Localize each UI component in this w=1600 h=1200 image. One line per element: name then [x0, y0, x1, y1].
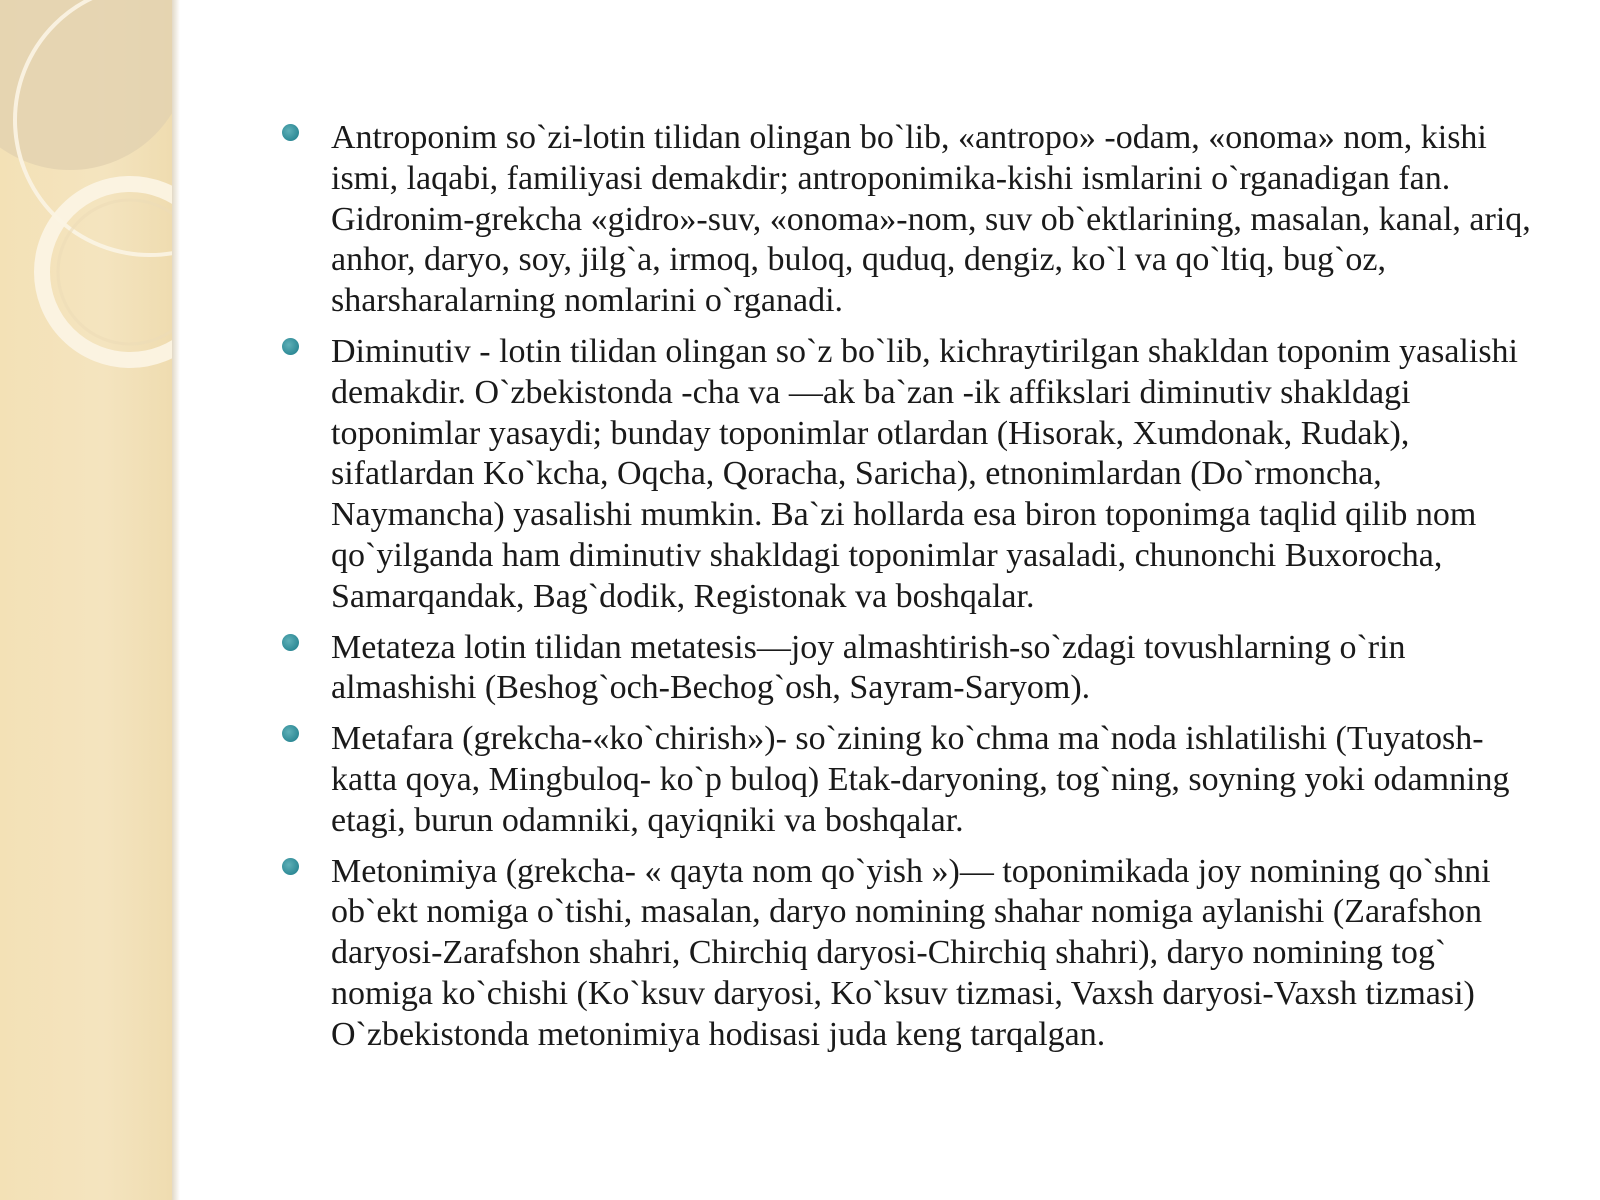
- bullet-dot-icon: [282, 338, 299, 355]
- bullet-item-metonimiya: [282, 852, 1544, 1056]
- bullet-dot-icon: [282, 634, 299, 651]
- bullet-list: [282, 118, 1544, 1056]
- bullet-dot-icon: [282, 858, 299, 875]
- bullet-dot-icon: [282, 124, 299, 141]
- bullet-item-antroponim: [282, 118, 1544, 322]
- decorative-circles-graphic: [0, 0, 172, 1200]
- bullet-text: Antroponim so`zi-lotin tilidan olingan bo`lib, «antropo» -odam, «onoma» nom, kishi ismi, laqabi, familiyasi demakdir; antroponimika-kishi ismlarini o`rganadigan fan. Gidronim-grekcha «gidro»-suv, «onoma»-nom, suv ob`ektlarining, masalan, kanal, ariq, anhor, daryo, soy, jilg`a, irmoq, buloq, quduq, dengiz, ko`l va qo`ltiq, bug`oz, sharsharalarning nomlarini o`rganadi.: [331, 119, 1531, 320]
- bullet-text: Metafara (grekcha-«ko`chirish»)- so`zining ko`chma ma`noda ishlatilishi (Tuyatosh-katta qoya, Mingbuloq- ko`p buloq) Etak-daryoning, tog`ning, soyning yoki odamning etagi, burun odamniki, qayiqniki va boshqalar.: [331, 720, 1510, 839]
- bullet-dot-icon: [282, 725, 299, 742]
- bullet-item-diminutiv: [282, 332, 1544, 618]
- bullet-text: Metateza lotin tilidan metatesis—joy almashtirish-so`zdagi tovushlarning o`rin almashishi (Beshog`och-Bechog`osh, Sayram-Saryom).: [331, 628, 1406, 707]
- bullet-item-metateza: [282, 628, 1544, 710]
- bullet-text: Metonimiya (grekcha- « qayta nom qo`yish »)— toponimikada joy nomining qo`shni ob`ekt nomiga o`tishi, masalan, daryo nomining shahar nomiga aylanishi (Zarafshon daryosi-Zarafshon shahri, Chirchiq daryosi-Chirchiq shahri), daryo nomining tog` nomiga ko`chishi (Ko`ksuv daryosi, Ko`ksuv tizmasi, Vaxsh daryosi-Vaxsh tizmasi) O`zbekistonda metonimiya hodisasi juda keng tarqalgan.: [331, 852, 1491, 1053]
- side-band-shadow: [172, 0, 180, 1200]
- bullet-item-metafara: [282, 719, 1544, 841]
- slide-content: [282, 118, 1544, 1066]
- bullet-text: Diminutiv - lotin tilidan olingan so`z bo`lib, kichraytirilgan shakldan toponim yasalishi demakdir. O`zbekistonda -cha va —ak ba`zan -ik affikslari diminutiv shakldagi toponimlar yasaydi; bunday toponimlar otlardan (Hisorak, Xumdonak, Rudak), sifatlardan Ko`kcha, Oqcha, Qoracha, Saricha), etnonimlardan (Do`rmoncha, Naymancha) yasalishi mumkin. Ba`zi hollarda esa biron toponimga taqlid qilib nom qo`yilganda ham diminutiv shakldagi toponimlar yasaladi, chunonchi Buxorocha, Samarqandak, Bag`dodik, Registonak va boshqalar.: [331, 332, 1518, 615]
- decorative-side-band: [0, 0, 172, 1200]
